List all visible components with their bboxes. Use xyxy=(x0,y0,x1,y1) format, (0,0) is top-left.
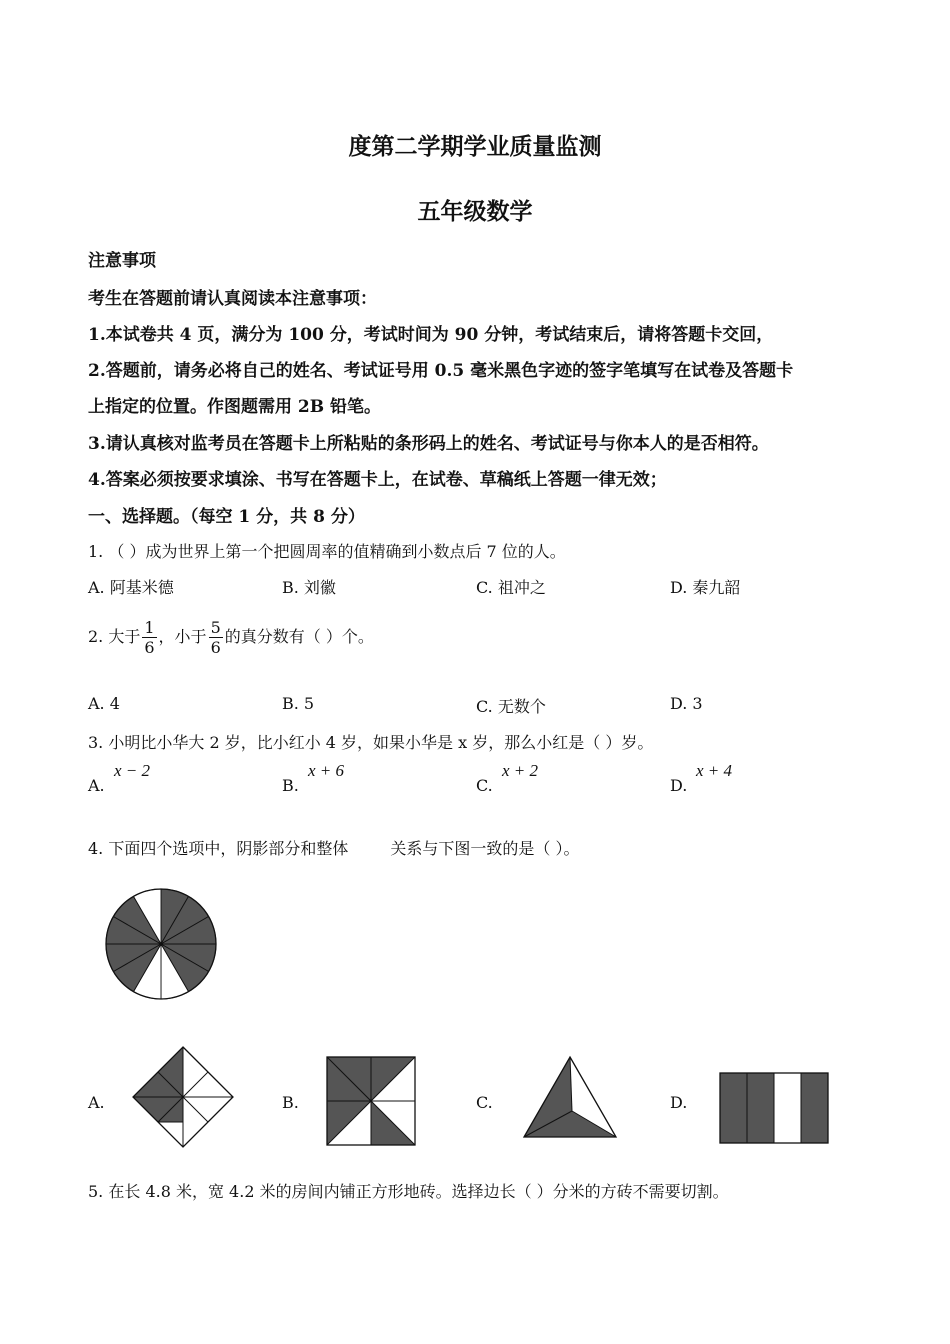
q1-option-b: B. 刘徽 xyxy=(282,578,336,597)
q2-option-c: C. 无数个 xyxy=(476,697,546,716)
fraction-denominator: 6 xyxy=(210,638,221,657)
notice-item-1: 1.本试卷共 4 页，满分为 100 分，考试时间为 90 分钟，考试结束后，请将答题卡交回， xyxy=(88,325,774,345)
q3-option-d-expr: x + 4 xyxy=(696,761,733,780)
question-5: 5. 在长 4.8 米，宽 4.2 米的房间内铺正方形地砖。选择边长（ ）分米的方砖不需要切割。 xyxy=(88,1182,729,1201)
rectangle-shaded-part xyxy=(747,1073,774,1143)
rectangle-shaded-part xyxy=(801,1073,828,1143)
fraction-five-sixths xyxy=(209,618,223,657)
notice-intro: 考生在答题前请认真阅读本注意事项： xyxy=(88,289,377,309)
q3-option-d-label: D. xyxy=(670,776,688,795)
q3-option-b-label: B. xyxy=(282,776,299,795)
notice-item-2: 2.答题前，请务必将自己的姓名、考试证号用 0.5 毫米黑色字迹的签字笔填写在试卷及答题卡 xyxy=(88,361,794,381)
q1-option-a: A. 阿基米德 xyxy=(88,578,174,597)
q2-suffix: 的真分数有（ ）个。 xyxy=(224,627,374,646)
notice-heading: 注意事项 xyxy=(88,251,156,271)
q4-option-d-rectangle-figure xyxy=(718,1071,830,1145)
notice-item-2-cont: 上指定的位置。作图题需用 2B 铅笔。 xyxy=(88,397,382,417)
exam-subtitle: 五年级数学 xyxy=(417,198,533,225)
q3-option-a-label: A. xyxy=(88,776,105,795)
q2-option-a: A. 4 xyxy=(88,694,120,713)
q3-option-a-expr: x − 2 xyxy=(114,761,151,780)
q2-option-b: B. 5 xyxy=(282,694,315,713)
q4-text-b: 关系与下图一致的是（ ）。 xyxy=(390,839,580,858)
q2-middle: ，小于 xyxy=(158,627,207,646)
fraction-denominator: 6 xyxy=(144,638,155,657)
reference-circle-figure xyxy=(100,883,222,1005)
fraction-numerator: 1 xyxy=(144,618,155,637)
q3-option-b-expr: x + 6 xyxy=(308,761,345,780)
q4-option-c-label: C. xyxy=(476,1093,493,1112)
q4-option-b-square-figure xyxy=(325,1055,417,1147)
rectangle-shaded-part xyxy=(720,1073,747,1143)
exam-title: 度第二学期学业质量监测 xyxy=(348,133,602,160)
fraction-one-sixth xyxy=(142,618,156,657)
q3-option-c-label: C. xyxy=(476,776,493,795)
question-2 xyxy=(88,618,374,657)
question-4 xyxy=(88,836,579,859)
fraction-numerator: 5 xyxy=(210,618,221,637)
q1-option-d: D. 秦九韶 xyxy=(670,578,741,597)
q1-option-c: C. 祖冲之 xyxy=(476,578,546,597)
q3-option-c-expr: x + 2 xyxy=(502,761,539,780)
q4-text-a: 4. 下面四个选项中，阴影部分和整体 xyxy=(88,839,349,858)
q4-option-c-triangle-figure xyxy=(520,1053,620,1141)
question-3: 3. 小明比小华大 2 岁，比小红小 4 岁，如果小华是 x 岁，那么小红是（ ）岁。 xyxy=(88,733,654,752)
q4-option-d-label: D. xyxy=(670,1093,688,1112)
q4-option-a-label: A. xyxy=(88,1093,105,1112)
q2-prefix: 2. 大于 xyxy=(88,627,141,646)
q2-option-d: D. 3 xyxy=(670,694,703,713)
section-heading: 一、选择题。（每空 1 分，共 8 分） xyxy=(88,507,365,527)
notice-item-3: 3.请认真核对监考员在答题卡上所粘贴的条形码上的姓名、考试证号与你本人的是否相符。 xyxy=(88,434,769,454)
question-1: 1. （ ）成为世界上第一个把圆周率的值精确到小数点后 7 位的人。 xyxy=(88,542,566,561)
q4-option-b-label: B. xyxy=(282,1093,299,1112)
q4-option-a-diamond-figure xyxy=(130,1044,236,1150)
notice-item-4: 4.答案必须按要求填涂、书写在答题卡上，在试卷、草稿纸上答题一律无效； xyxy=(88,470,667,490)
